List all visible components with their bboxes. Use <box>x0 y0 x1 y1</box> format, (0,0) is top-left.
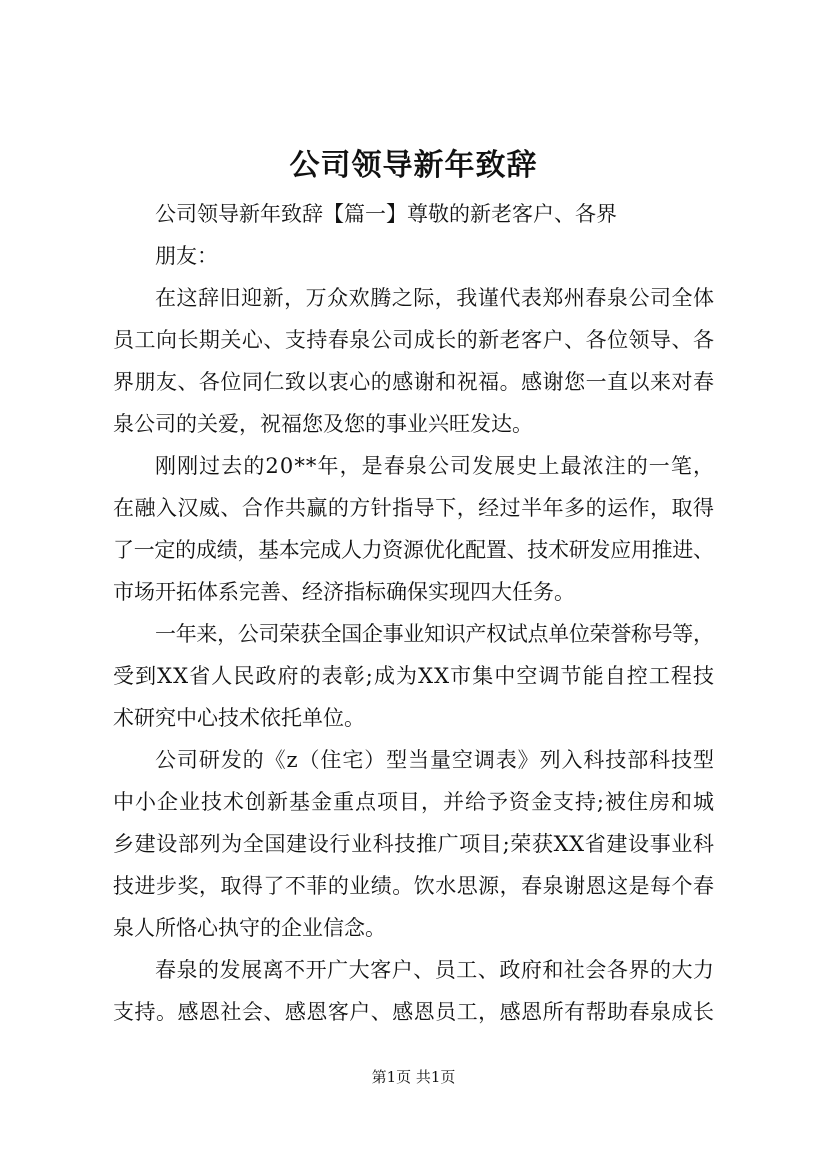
line-text: 在融入汉威、合作共赢的方针指导下，经过半年多的运作，取得 <box>113 496 715 520</box>
line-text: 界朋友、各位同仁致以衷心的感谢和祝福。感谢您一直以来对春 <box>113 370 715 394</box>
line-text: 受到XX省人民政府的表彰;成为XX市集中空调节能自控工程技 <box>113 664 716 688</box>
line-text: 乡建设部列为全国建设行业科技推广项目;荣获XX省建设事业科 <box>113 832 715 856</box>
line-text: 在这辞旧迎新，万众欢腾之际，我谨代表郑州春泉公司全体 <box>155 286 715 310</box>
line-text: 支持。感恩社会、感恩客户、感恩员工，感恩所有帮助春泉成长 <box>113 1000 715 1024</box>
line-text: 了一定的成绩，基本完成人力资源优化配置、技术研发应用推进、 <box>113 538 714 562</box>
line-text: 泉人所恪心执守的企业信念。 <box>113 916 386 940</box>
line-text: 术研究中心技术依托单位。 <box>113 706 365 730</box>
line-text: 公司领导新年致辞【篇一】尊敬的新老客户、各界 <box>155 202 617 226</box>
line-text: 春泉的发展离不开广大客户、员工、政府和社会各界的大力 <box>155 958 715 982</box>
line-text: 泉公司的关爱，祝福您及您的事业兴旺发达。 <box>113 412 533 436</box>
line-text: 刚刚过去的20**年，是春泉公司发展史上最浓注的一笔， <box>155 454 716 478</box>
document-title: 公司领导新年致辞 <box>289 148 538 183</box>
line-text: 一年来，公司荣获全国企事业知识产权试点单位荣誉称号等， <box>155 622 714 646</box>
line-text: 技进步奖，取得了不菲的业绩。饮水思源，春泉谢恩这是每个春 <box>113 874 715 898</box>
line-text: 市场开拓体系完善、经济指标确保实现四大任务。 <box>113 580 575 604</box>
line-text: 朋友： <box>155 244 218 268</box>
line-text: 员工向长期关心、支持春泉公司成长的新老客户、各位领导、各 <box>113 328 715 352</box>
page-number: 第1页 共1页 <box>371 1068 456 1086</box>
line-text: 公司研发的《z（住宅）型当量空调表》列入科技部科技型 <box>155 748 715 772</box>
line-text: 中小企业技术创新基金重点项目，并给予资金支持;被住房和城 <box>113 790 715 814</box>
